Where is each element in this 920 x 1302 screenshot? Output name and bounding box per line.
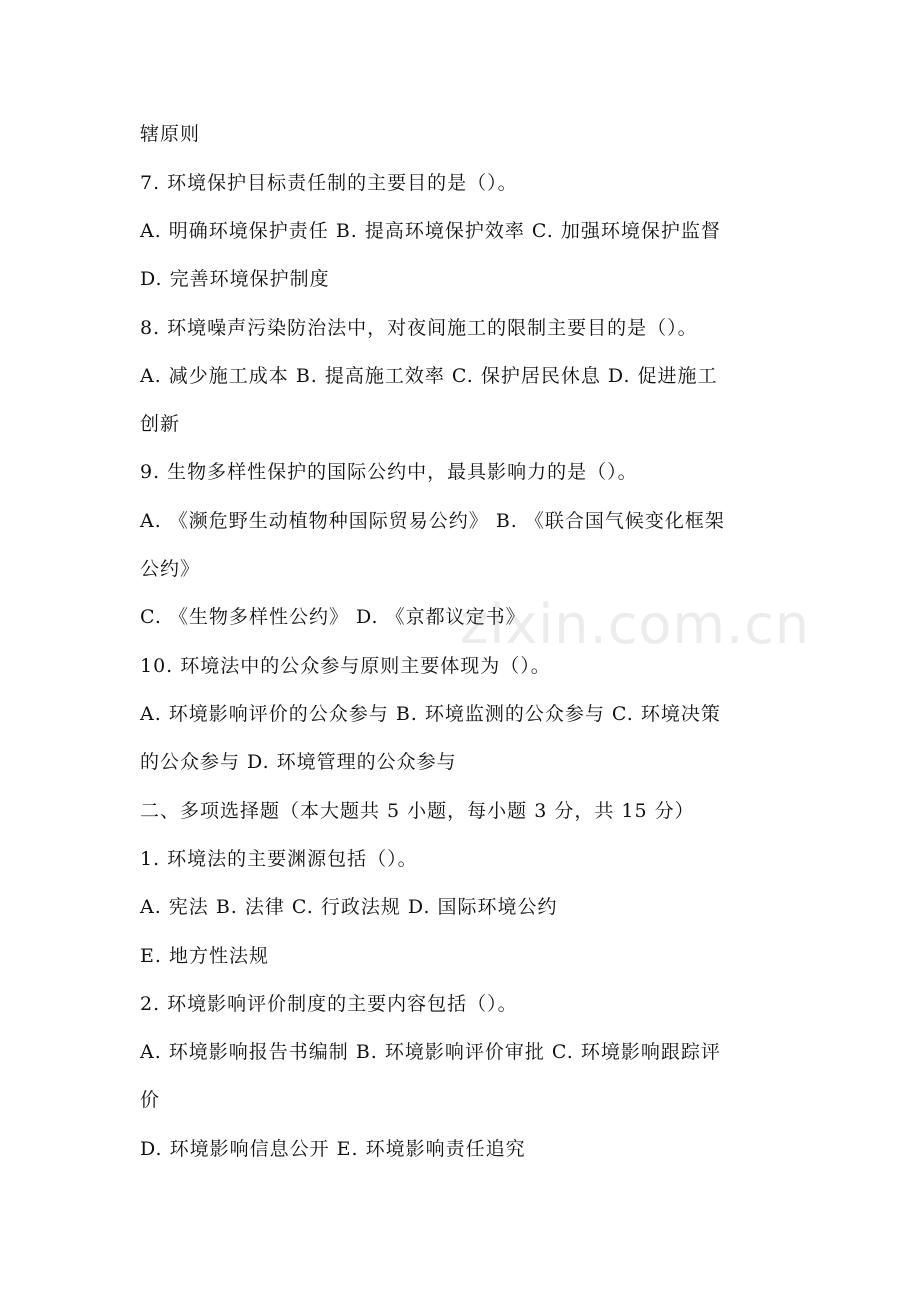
question-7-options: A. 明确环境保护责任 B. 提高环境保护效率 C. 加强环境保护监督	[140, 220, 721, 242]
question-10: 10. 环境法中的公众参与原则主要体现为（）。	[140, 655, 551, 677]
question-8-options: A. 减少施工成本 B. 提高施工效率 C. 保护居民休息 D. 促进施工	[140, 365, 718, 387]
question-9: 9. 生物多样性保护的国际公约中，最具影响力的是（）。	[140, 461, 638, 483]
section-heading: 二、多项选择题（本大题共 5 小题，每小题 3 分，共 15 分）	[140, 800, 695, 822]
question-7-options-cont: D. 完善环境保护制度	[140, 268, 330, 290]
question-9-options-line3: C. 《生物多样性公约》 D. 《京都议定书》	[140, 606, 526, 628]
question-8: 8. 环境噪声污染防治法中，对夜间施工的限制主要目的是（）。	[140, 317, 698, 339]
question-10-options-cont: 的公众参与 D. 环境管理的公众参与	[140, 751, 457, 773]
text-line: 辖原则	[140, 123, 201, 145]
question-8-options-cont: 创新	[140, 413, 181, 435]
multi-question-1-options-cont: E. 地方性法规	[140, 945, 269, 967]
question-10-options: A. 环境影响评价的公众参与 B. 环境监测的公众参与 C. 环境决策	[140, 703, 721, 725]
multi-question-2: 2. 环境影响评价制度的主要内容包括（）。	[140, 993, 518, 1015]
multi-question-2-options: A. 环境影响报告书编制 B. 环境影响评价审批 C. 环境影响跟踪评	[140, 1041, 721, 1063]
multi-question-1-options: A. 宪法 B. 法律 C. 行政法规 D. 国际环境公约	[140, 896, 558, 918]
question-7: 7. 环境保护目标责任制的主要目的是（）。	[140, 172, 518, 194]
watermark-text: zixin.com.cn	[460, 593, 811, 656]
multi-question-2-options-cont: 价	[140, 1089, 161, 1111]
question-9-options-cont: 公约》	[140, 558, 201, 580]
multi-question-1: 1. 环境法的主要渊源包括（）。	[140, 848, 418, 870]
multi-question-2-options-line3: D. 环境影响信息公开 E. 环境影响责任追究	[140, 1138, 526, 1160]
question-9-options: A. 《濒危野生动植物种国际贸易公约》 B. 《联合国气候变化框架	[140, 510, 725, 532]
